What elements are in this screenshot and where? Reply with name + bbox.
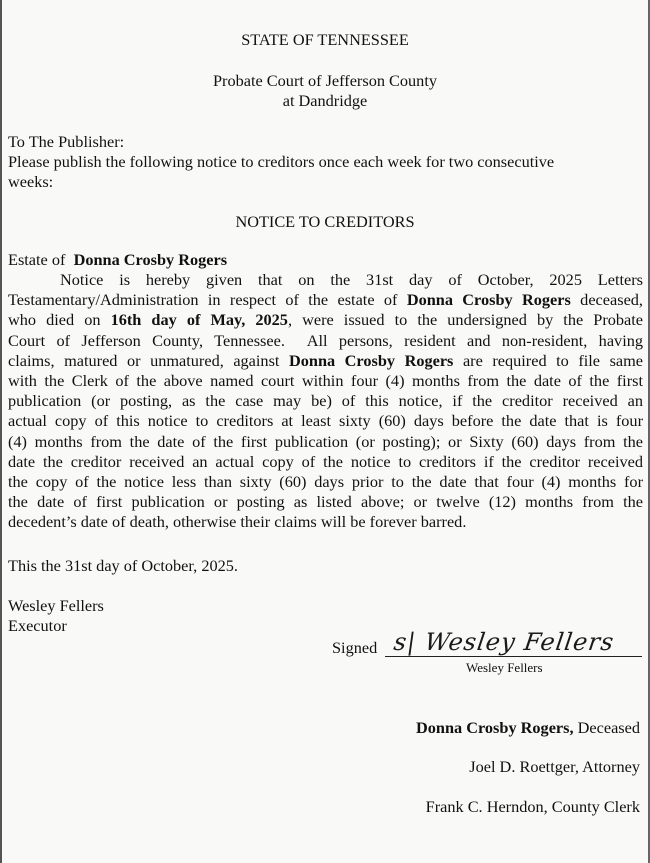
notice-body-emphasis: 16th day of May, 2025: [110, 310, 288, 330]
notice-body-line: [8, 512, 643, 532]
notice-body-text: , were issued to the undersigned by the Probate: [287, 310, 644, 330]
notice-body-line: [8, 411, 643, 431]
notice-body-text: Notice is hereby given that on the 31st day of October, 2025 Letters: [60, 270, 643, 289]
publisher-instruction-line1: Please publish the following notice to creditors once each week for two consecutive: [8, 152, 555, 171]
notice-body-text: the date of first publication or posting as listed above; or twelve (12) months from the: [8, 492, 643, 512]
handwritten-signature: s| Wesley Fellers: [392, 628, 617, 656]
notice-body-text: Court of Jefferson County, Tennessee. All persons, resident and non-resident, having: [8, 330, 643, 350]
estate-line: [8, 250, 227, 270]
notice-body-line: [8, 391, 643, 411]
notice-body-text: who died on: [8, 310, 111, 330]
notice-body-line: [8, 472, 643, 492]
notice-body-text: deceased,: [570, 290, 644, 310]
notice-body-line: [8, 310, 643, 330]
publisher-salutation: To The Publisher:: [8, 132, 125, 151]
notice-body-emphasis: Donna Crosby Rogers: [406, 290, 571, 310]
notice-body-text: date the creditor received an actual copy of the notice to creditors if the creditor received: [8, 451, 643, 471]
executor-name: Wesley Fellers: [8, 596, 104, 615]
state-heading: STATE OF TENNESSEE: [241, 30, 409, 49]
footer-attorney: Joel D. Roettger, Attorney: [469, 757, 640, 776]
notice-body-text: actual copy of this notice to creditors at least sixty (60) days before the date that is four: [8, 411, 643, 431]
footer-clerk: Frank C. Herndon, County Clerk: [425, 797, 640, 816]
notice-title: NOTICE TO CREDITORS: [235, 212, 415, 231]
executor-title: Executor: [8, 616, 67, 635]
notice-body-line: [8, 331, 643, 351]
footer-decedent-status: Deceased: [573, 718, 640, 737]
notice-body-line: [8, 371, 643, 391]
court-name: Probate Court of Jefferson County: [213, 71, 437, 90]
notice-body-text: claims, matured or unmatured, against: [8, 350, 289, 370]
notice-body-text: publication (or posting, as the case may be) of this notice, if the creditor received an: [8, 391, 643, 411]
notice-body-text: the copy of the notice less than sixty (60) days prior to the date that four (4) months for: [8, 472, 643, 492]
footer-decedent-name: Donna Crosby Rogers,: [416, 718, 574, 737]
scan-edge-left: [0, 0, 2, 863]
signature-line: [385, 656, 642, 657]
notice-body-text: are required to file same: [453, 350, 644, 370]
notice-body-line: [8, 492, 643, 512]
notice-body-text: with the Clerk of the above named court within four (4) months from the date of the first: [8, 371, 643, 391]
signed-label: Signed: [332, 638, 378, 657]
dated-line: This the 31st day of October, 2025.: [8, 556, 238, 575]
court-location: at Dandridge: [282, 91, 368, 110]
signature-printed-name: Wesley Fellers: [466, 660, 543, 675]
notice-body-line: [8, 452, 643, 472]
notice-body-line: [8, 351, 643, 371]
notice-body-line: [8, 432, 643, 452]
estate-label: Estate of: [8, 250, 66, 269]
publisher-instruction-line2: weeks:: [8, 172, 54, 191]
notice-body-text: decedent’s date of death, otherwise their claims will be forever barred.: [8, 512, 467, 532]
notice-body-line: [8, 270, 643, 290]
notice-body-emphasis: Donna Crosby Rogers: [288, 350, 454, 370]
notice-body-text: (4) months from the date of the first publication (or posting); or Sixty (60) days from the: [8, 431, 643, 451]
estate-decedent-name: Donna Crosby Rogers: [73, 250, 228, 269]
notice-body-text: Testamentary/Administration in respect of the estate of: [8, 290, 407, 310]
notice-body-line: [8, 290, 643, 310]
footer-decedent: [416, 718, 640, 738]
notice-body: [8, 270, 643, 533]
